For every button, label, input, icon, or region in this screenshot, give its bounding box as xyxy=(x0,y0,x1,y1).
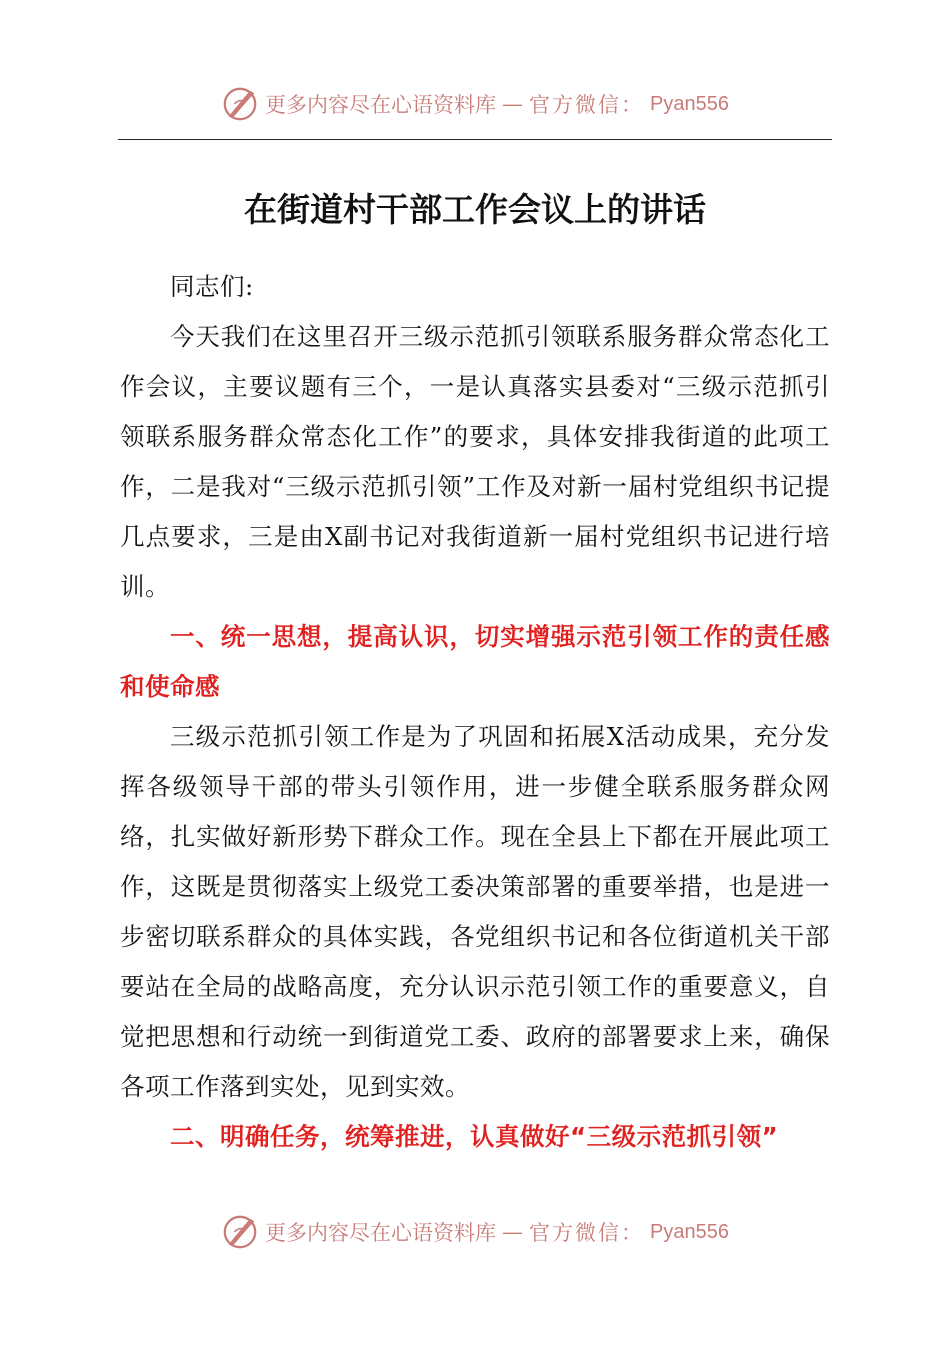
document-body xyxy=(120,262,830,1162)
brand-separator: — xyxy=(502,92,524,116)
brand-text: 更多内容尽在心语资料库 xyxy=(265,93,497,117)
header-divider xyxy=(118,139,832,140)
footer-banner xyxy=(0,1210,950,1254)
brand-separator: — xyxy=(502,1220,524,1244)
section-1-heading: 一、统一思想，提高认识，切实增强示范引领工作的责任感和使命感 xyxy=(120,622,830,701)
brand-text: 更多内容尽在心语资料库 xyxy=(265,1221,497,1245)
greeting: 同志们: xyxy=(170,272,254,301)
wechat-id: Pyan556 xyxy=(650,1220,729,1243)
brand-logo-icon xyxy=(221,1213,259,1251)
brand-logo-icon xyxy=(221,85,259,123)
section-1-paragraph: 三级示范抓引领工作是为了巩固和拓展X活动成果，充分发挥各级领导干部的带头引领作用，进一步健全联系服务群众网络，扎实做好新形势下群众工作。现在全县上下都在开展此项工作，这既是贯彻落实上级党工委决策部署的重要举措，也是进一步密切联系群众的具体实践，各党组织书记和各位街道机关干部要站在全局的战略高度，充分认识示范引领工作的重要意义，自觉把思想和行动统一到街道党工委、政府的部署要求上来，确保各项工作落到实处，见到实效。 xyxy=(120,722,830,1101)
wechat-label: 官方微信： xyxy=(529,1221,645,1245)
section-2-heading: 二、明确任务，统筹推进，认真做好“三级示范抓引领” xyxy=(170,1122,779,1151)
header-banner xyxy=(0,82,950,126)
wechat-label: 官方微信： xyxy=(529,93,645,117)
intro-paragraph: 今天我们在这里召开三级示范抓引领联系服务群众常态化工作会议，主要议题有三个，一是认真落实县委对“三级示范抓引领联系服务群众常态化工作”的要求，具体安排我街道的此项工作，二是我对“三级示范抓引领”工作及对新一届村党组织书记提几点要求，三是由X副书记对我街道新一届村党组织书记进行培训。 xyxy=(120,322,830,601)
wechat-id: Pyan556 xyxy=(650,92,729,115)
document-title: 在街道村干部工作会议上的讲话 xyxy=(244,190,706,229)
